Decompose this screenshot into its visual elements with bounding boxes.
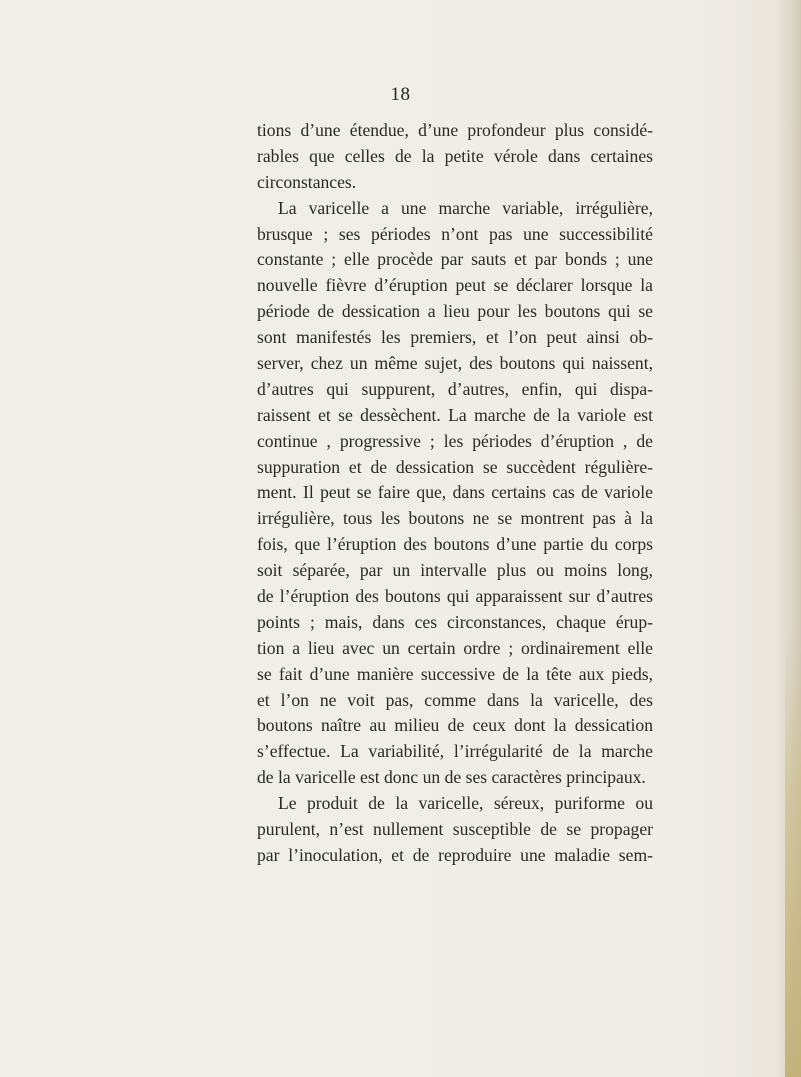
text-line: La varicelle a une marche variable, irrégulière,: [278, 197, 653, 218]
text-line: sont manifestés les premiers, et l’on peut ainsi ob-: [257, 327, 653, 348]
text-line: boutons naître au milieu de ceux dont la dessication: [257, 715, 653, 736]
text-line: tions d’une étendue, d’une profondeur plus considé-: [257, 120, 653, 140]
text-line: brusque ; ses périodes n’ont pas une successibilité: [257, 223, 653, 244]
text-line: circonstances.: [257, 171, 357, 192]
page-number: 18: [390, 84, 411, 105]
page-edge-stain: [785, 640, 801, 1077]
text-line: s’effectue. La variabilité, l’irrégularité de la marche: [257, 741, 653, 762]
text-line: purulent, n’est nullement susceptible de se propager: [257, 819, 653, 840]
text-line: par l’inoculation, et de reproduire une maladie sem-: [257, 844, 653, 865]
text-line: ment. Il peut se faire que, dans certains cas de variole: [257, 482, 653, 503]
text-line: d’autres qui suppurent, d’autres, enfin, qui dispa-: [257, 378, 653, 399]
text-line: nouvelle fièvre d’éruption peut se déclarer lorsque la: [257, 275, 653, 296]
text-line: fois, que l’éruption des boutons d’une partie du corps: [257, 534, 653, 555]
text-line: période de dessication a lieu pour les boutons qui se: [257, 301, 653, 322]
text-line: continue , progressive ; les périodes d’éruption , de: [257, 430, 653, 451]
text-line: raissent et se dessèchent. La marche de la variole est: [257, 404, 653, 425]
text-line: server, chez un même sujet, des boutons qui naissent,: [257, 353, 653, 374]
body-text: [257, 118, 653, 869]
text-line: tion a lieu avec un certain ordre ; ordinairement elle: [257, 637, 653, 658]
text-line: de l’éruption des boutons qui apparaissent sur d’autres: [257, 586, 653, 607]
text-line: points ; mais, dans ces circonstances, chaque érup-: [257, 611, 653, 632]
text-line: suppuration et de dessication se succèdent régulière-: [257, 456, 653, 477]
text-line: soit séparée, par un intervalle plus ou moins long,: [257, 560, 653, 581]
text-line: constante ; elle procède par sauts et par bonds ; une: [257, 249, 653, 270]
text-line: de la varicelle est donc un de ses caractères principaux.: [257, 767, 646, 788]
text-line: se fait d’une manière successive de la tête aux pieds,: [257, 663, 653, 684]
text-line: rables que celles de la petite vérole dans certaines: [257, 145, 653, 166]
text-line: Le produit de la varicelle, séreux, puriforme ou: [278, 793, 653, 814]
text-line: et l’on ne voit pas, comme dans la varicelle, des: [257, 689, 653, 710]
text-line: irrégulière, tous les boutons ne se montrent pas à la: [257, 508, 653, 529]
